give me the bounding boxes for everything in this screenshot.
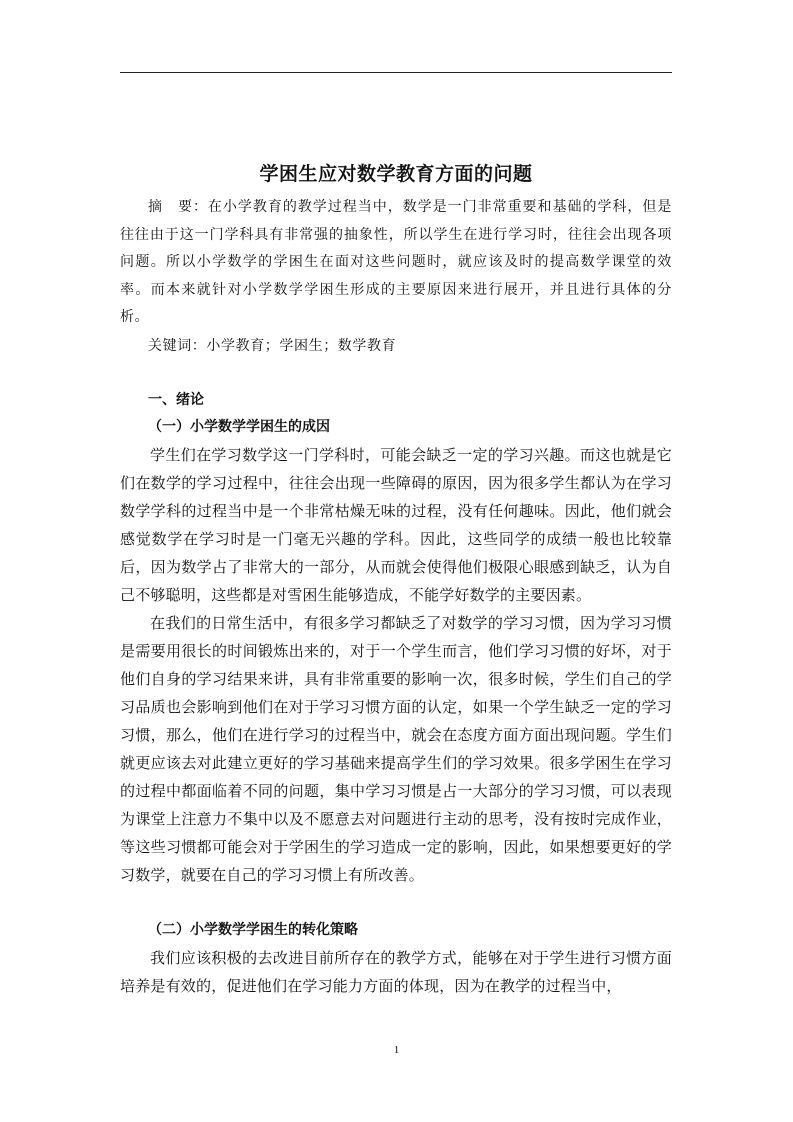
keywords: 关键词：小学教育；学困生；数学教育 — [148, 337, 397, 354]
paragraph: 学生们在学习数学这一门学科时，可能会缺乏一定的学习兴趣。而这也就是它们在数学的学习过程中，往往会出现一些障碍的原因，因为很多学生都认为在学习数学学科的过程当中是一个非常枯燥无味的过程，没有任何趣味。因此，他们就会感觉数学在学习时是一门毫无兴趣的学科。因此，这些同学的成绩一般也比较靠后，因为数学占了非常大的一部分，从而就会使得他们极限心眼感到缺乏，认为自己不够聪明，这些都是对雪困生能够造成，不能学好数学的主要因素。 — [120, 446, 672, 604]
page-number: 1 — [393, 1044, 400, 1056]
section-heading-introduction: 一、绪论 — [148, 392, 204, 408]
subsection-heading-strategies: （二）小学数学学困生的转化策略 — [148, 922, 358, 938]
abstract: 摘 要：在小学教育的教学过程当中，数学是一门非常重要和基础的学科，但是往往由于这一门学科具有非常强的抽象性，所以学生在进行学习时，往往会出现各项问题。所以小学数学的学困生在面对这些问题时，就应该及时的提高数学课堂的效率。而本来就针对小学数学学困生形成的主要原因来进行展开，并且进行具体的分析。 — [120, 199, 672, 325]
paragraph: 我们应该积极的去改进目前所存在的教学方式，能够在对于学生进行习惯方面培养是有效的，促进他们在学习能力方面的体现，因为在教学的过程当中， — [120, 949, 672, 995]
document-body — [120, 160, 672, 1000]
document-title: 学困生应对数学教育方面的问题 — [259, 163, 533, 185]
paragraph: 在我们的日常生活中，有很多学习都缺乏了对数学的学习习惯，因为学习习惯是需要用很长的时间锻炼出来的，对于一个学生而言，他们学习习惯的好坏，对于他们自身的学习结果来讲，具有非常重要的影响一次，很多时候，学生们自己的学习品质也会影响到他们在对于学习习惯方面的认定，如果一个学生缺乏一定的学习习惯，那么，他们在进行学习的过程当中，就会在态度方面方面出现问题。学生们就更应该去对此建立更好的学习基础来提高学生们的学习效果。很多学困生在学习的过程中都面临着不同的问题，集中学习习惯是占一大部分的学习习惯，可以表现为课堂上注意力不集中以及不愿意去对问题进行主动的思考，没有按时完成作业，等这些习惯都可能会对于学困生的学习造成一定的影响，因此，如果想要更好的学习数学，就要在自己的学习习惯上有所改善。 — [120, 614, 672, 884]
subsection-heading-causes: （一）小学数学学困生的成因 — [148, 419, 330, 435]
header-rule — [120, 72, 672, 73]
